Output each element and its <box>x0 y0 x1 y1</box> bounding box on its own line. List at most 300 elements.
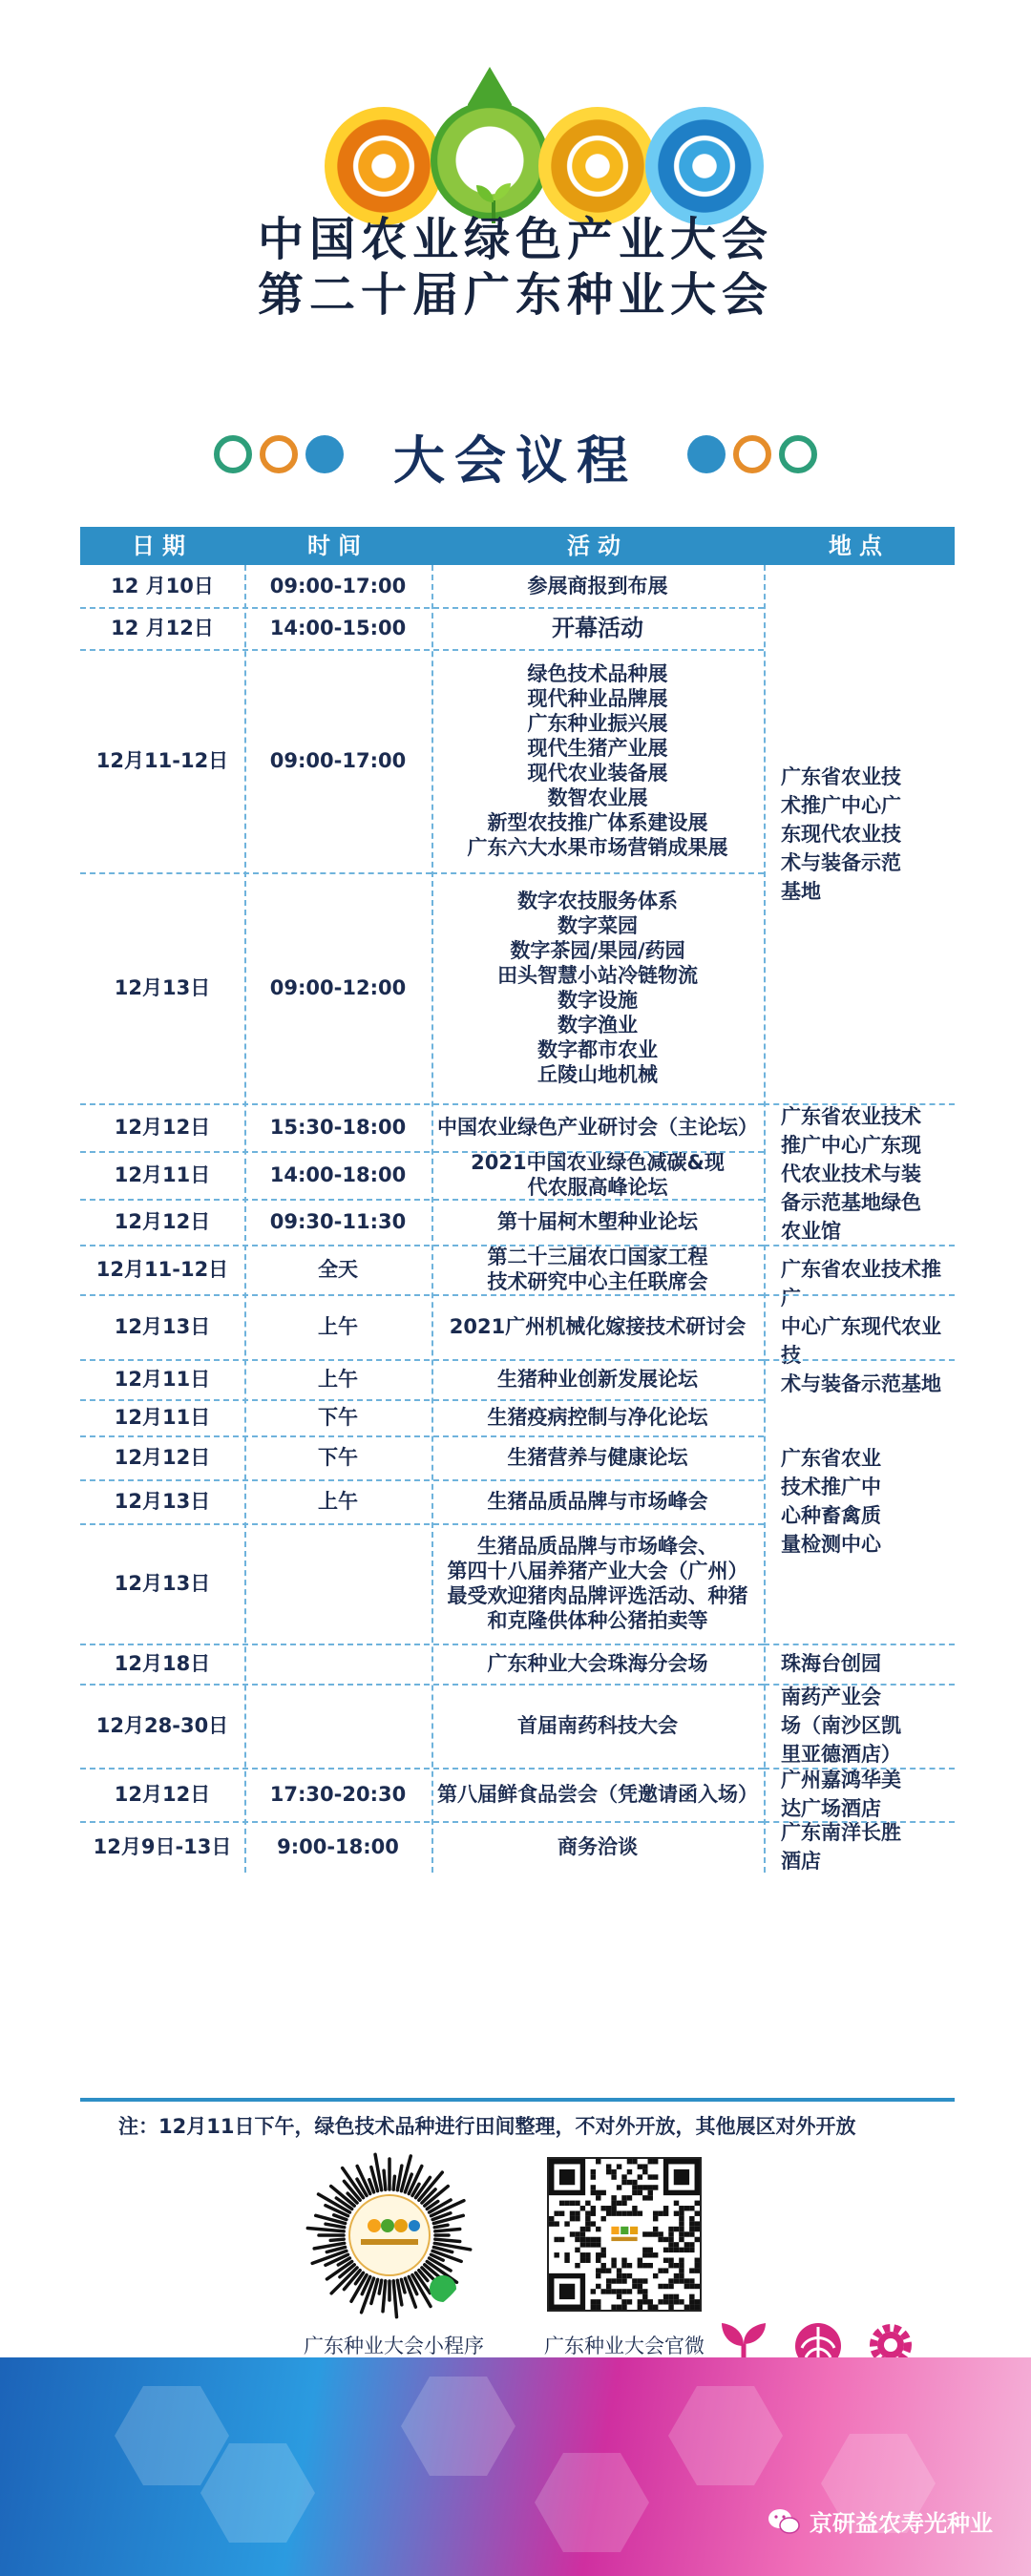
activity-cell: 生猪种业创新发展论坛 <box>497 1368 698 1391</box>
qr-module <box>679 2258 684 2263</box>
qr-module <box>591 2210 596 2215</box>
date-cell: 12月11-12日 <box>95 749 229 772</box>
qr-module <box>653 2185 658 2189</box>
qr-module <box>606 2284 611 2289</box>
qr-module <box>695 2210 700 2215</box>
qr-module <box>549 2216 554 2221</box>
qr-module <box>695 2299 700 2304</box>
qr-module <box>600 2268 605 2272</box>
qr-module <box>684 2248 689 2252</box>
qr-module <box>679 2227 684 2231</box>
qr-module <box>617 2164 621 2168</box>
qr-module <box>638 2289 642 2293</box>
qr-module <box>596 2252 600 2257</box>
hexagon-decoration <box>115 2386 229 2485</box>
qr-module <box>679 2216 684 2221</box>
qr-module <box>648 2231 653 2236</box>
qr-module <box>674 2263 679 2268</box>
time-cell: 09:00-17:00 <box>269 575 407 597</box>
qr-module <box>638 2190 642 2195</box>
qr-module <box>621 2263 626 2268</box>
qr-module <box>638 2174 642 2179</box>
qr-module <box>689 2284 694 2289</box>
qr-module <box>679 2273 684 2278</box>
dot-blue-icon <box>687 435 726 473</box>
qr-module <box>611 2227 619 2234</box>
qr-module <box>674 2242 679 2247</box>
row-divider <box>80 1103 764 1105</box>
wechat-icon <box>768 2507 800 2536</box>
qr-module <box>638 2299 642 2304</box>
qr-module <box>695 2263 700 2268</box>
qr-module <box>570 2216 575 2221</box>
qr-module <box>591 2169 596 2174</box>
location-cell: 广州嘉鸿华美 达广场酒店 <box>781 1769 901 1820</box>
row-divider <box>80 1399 764 1401</box>
date-cell: 12月11日 <box>114 1163 211 1186</box>
qr-module <box>638 2263 642 2268</box>
qr-module <box>642 2248 647 2252</box>
row-divider <box>764 1768 955 1770</box>
qr-module <box>658 2237 663 2242</box>
qr-module <box>606 2289 611 2293</box>
qr-module <box>596 2284 600 2289</box>
qr-module <box>621 2305 626 2310</box>
qr-module <box>689 2268 694 2272</box>
qr-module <box>621 2227 628 2234</box>
qr-module <box>679 2210 684 2215</box>
qr-module <box>611 2201 616 2206</box>
wechat-account-name: 京研益农寿光种业 <box>810 2510 993 2537</box>
qr-module <box>617 2268 621 2272</box>
qr-module <box>591 2206 596 2210</box>
qr-module <box>642 2164 647 2168</box>
qr-module <box>679 2206 684 2210</box>
date-cell: 12月9日-13日 <box>93 1835 232 1858</box>
qr-module <box>689 2206 694 2210</box>
qr-module <box>668 2263 673 2268</box>
time-cell: 14:00-15:00 <box>269 617 407 639</box>
mini-program-caption: 广东种业大会小程序 <box>304 2335 484 2357</box>
qr-module <box>627 2180 632 2185</box>
qr-module <box>606 2278 611 2283</box>
qr-module <box>632 2284 637 2289</box>
qr-module <box>632 2278 637 2283</box>
qr-module <box>621 2210 626 2215</box>
qr-module <box>611 2305 616 2310</box>
qr-module <box>596 2258 600 2263</box>
location-cell: 广东南洋长胜 酒店 <box>781 1821 901 1873</box>
time-cell: 15:30-18:00 <box>269 1116 407 1139</box>
time-cell: 14:00-18:00 <box>269 1163 407 1186</box>
column-divider <box>244 565 246 1873</box>
qr-module <box>642 2169 647 2174</box>
qr-module <box>580 2242 585 2247</box>
conference-logo <box>0 67 1031 210</box>
qr-module <box>674 2210 679 2215</box>
qr-module <box>684 2284 689 2289</box>
qr-module <box>668 2231 673 2236</box>
hexagon-decoration <box>668 2386 783 2485</box>
qr-module <box>549 2221 554 2226</box>
qr-module <box>621 2299 626 2304</box>
qr-module <box>632 2185 637 2189</box>
row-divider <box>764 1644 955 1645</box>
date-cell: 12月18日 <box>114 1652 211 1675</box>
qr-module <box>554 2221 558 2226</box>
time-cell: 下午 <box>318 1446 358 1469</box>
qr-module <box>630 2227 638 2234</box>
mini-program-code[interactable] <box>304 2149 475 2321</box>
header-activity: 活动 <box>567 533 628 559</box>
qr-module <box>559 2201 564 2206</box>
date-cell: 12月11日 <box>114 1406 211 1429</box>
qr-module <box>575 2201 579 2206</box>
qr-module <box>689 2216 694 2221</box>
qr-module <box>564 2252 569 2257</box>
qr-module <box>575 2237 579 2242</box>
qr-module <box>559 2169 575 2185</box>
qr-module <box>689 2221 694 2226</box>
date-cell: 12 月12日 <box>111 617 214 639</box>
location-cell: 珠海台创园 <box>781 1652 881 1675</box>
qr-module <box>653 2231 658 2236</box>
hexagon-decoration <box>535 2453 649 2552</box>
qr-module <box>580 2231 585 2236</box>
title-line-2: 第二十届广东种业大会 <box>257 268 773 322</box>
qr-module <box>689 2248 694 2252</box>
qr-module <box>663 2237 668 2242</box>
qr-module <box>695 2227 700 2231</box>
column-divider <box>431 565 433 1873</box>
qr-module <box>653 2227 658 2231</box>
qr-module <box>642 2289 647 2293</box>
row-divider <box>80 1359 764 1361</box>
qr-module <box>585 2242 590 2247</box>
time-cell: 全天 <box>318 1258 358 1281</box>
qr-module <box>564 2221 569 2226</box>
qr-module <box>668 2294 673 2299</box>
row-divider <box>80 649 764 651</box>
row-divider <box>764 1684 955 1686</box>
qr-module <box>648 2305 653 2310</box>
row-divider <box>80 1684 764 1686</box>
official-account-qr-code[interactable] <box>547 2157 702 2312</box>
row-divider <box>80 1523 764 1525</box>
qr-module <box>585 2227 590 2231</box>
qr-module <box>689 2227 694 2231</box>
qr-module <box>658 2268 663 2272</box>
qr-module <box>679 2263 684 2268</box>
header-time: 时间 <box>307 533 368 559</box>
activity-cell: 2021广州机械化嫁接技术研讨会 <box>449 1315 747 1338</box>
qr-module <box>658 2299 663 2304</box>
qr-module <box>679 2299 684 2304</box>
qr-module <box>648 2252 653 2257</box>
qr-module <box>663 2258 668 2263</box>
qr-module <box>600 2216 605 2221</box>
qr-module <box>627 2263 632 2268</box>
location-cell: 广东省农业技术 推广中心广东现 代农业技术与装 备示范基地绿色 农业馆 <box>781 1105 921 1243</box>
mini-code-ray <box>330 2239 344 2240</box>
qr-module <box>653 2159 658 2164</box>
qr-module <box>585 2237 590 2242</box>
date-cell: 12月13日 <box>114 1490 211 1513</box>
row-divider <box>80 1151 764 1153</box>
qr-module <box>689 2299 694 2304</box>
qr-module <box>695 2284 700 2289</box>
qr-module <box>679 2278 684 2283</box>
row-divider <box>80 1479 764 1481</box>
qr-module <box>674 2201 679 2206</box>
qr-module <box>689 2231 694 2236</box>
qr-module <box>554 2210 558 2215</box>
ring-orange-icon <box>733 435 771 473</box>
activity-cell: 参展商报到布展 <box>527 575 668 597</box>
qr-module <box>559 2284 575 2299</box>
qr-module <box>606 2169 611 2174</box>
qr-module <box>648 2263 653 2268</box>
qr-module <box>638 2164 642 2168</box>
qr-module <box>611 2195 616 2200</box>
qr-module <box>642 2195 647 2200</box>
qr-module <box>695 2237 700 2242</box>
qr-module <box>575 2248 579 2252</box>
qr-module <box>674 2294 679 2299</box>
row-divider <box>80 1768 764 1770</box>
qr-module <box>554 2252 558 2257</box>
qr-module <box>684 2242 689 2247</box>
qr-module <box>695 2305 700 2310</box>
row-divider <box>764 1103 955 1105</box>
time-cell: 下午 <box>318 1406 358 1429</box>
qr-module <box>632 2206 637 2210</box>
qr-module <box>648 2185 653 2189</box>
qr-module <box>621 2195 626 2200</box>
qr-module <box>585 2201 590 2206</box>
qr-module <box>617 2305 621 2310</box>
qr-module <box>674 2278 679 2283</box>
column-divider <box>764 565 766 1873</box>
qr-module <box>638 2210 642 2215</box>
date-cell: 12 月10日 <box>111 575 214 597</box>
footer-banner <box>0 2357 1031 2576</box>
agenda-heading <box>0 412 1031 498</box>
qr-module <box>653 2210 658 2215</box>
qr-module <box>627 2299 632 2304</box>
qr-module <box>684 2206 689 2210</box>
qr-module <box>617 2210 621 2215</box>
wechat-account-tag[interactable] <box>768 2504 993 2538</box>
qr-module <box>642 2294 647 2299</box>
qr-module <box>627 2289 632 2293</box>
activity-cell: 第十届柯木塱种业论坛 <box>497 1210 698 1233</box>
qr-module <box>570 2231 575 2236</box>
orange-circle-icon <box>325 107 443 225</box>
qr-module <box>596 2305 600 2310</box>
qr-module <box>638 2185 642 2189</box>
qr-module <box>580 2252 585 2257</box>
qr-module <box>668 2237 673 2242</box>
qr-module <box>591 2174 596 2179</box>
qr-module <box>668 2278 673 2283</box>
qr-module <box>611 2206 616 2210</box>
qr-module <box>600 2206 605 2210</box>
qr-module <box>600 2190 605 2195</box>
qr-module <box>596 2195 600 2200</box>
qr-module <box>596 2273 600 2278</box>
qr-module <box>689 2278 694 2283</box>
qr-module <box>658 2284 663 2289</box>
date-cell: 12月11日 <box>114 1368 211 1391</box>
qr-module <box>627 2210 632 2215</box>
qr-module <box>648 2195 653 2200</box>
qr-module <box>648 2248 653 2252</box>
qr-module <box>638 2258 642 2263</box>
row-divider <box>80 1245 764 1246</box>
time-cell: 09:30-11:30 <box>269 1210 407 1233</box>
date-cell: 12月13日 <box>114 976 211 999</box>
header-date: 日期 <box>132 533 193 559</box>
qr-module <box>611 2258 616 2263</box>
qr-module <box>674 2273 679 2278</box>
qr-module <box>570 2210 575 2215</box>
row-divider <box>80 1821 764 1823</box>
qr-module <box>606 2164 611 2168</box>
qr-module <box>600 2263 605 2268</box>
mini-code-ray <box>434 2225 448 2227</box>
qr-module <box>600 2289 605 2293</box>
qr-module <box>642 2231 647 2236</box>
time-cell <box>244 1684 431 1768</box>
location-cell: 广东省农业技 术推广中心广 东现代农业技 术与装备示范 基地 <box>781 765 901 903</box>
official-account-caption: 广东种业大会官微 <box>544 2335 705 2357</box>
qr-module <box>585 2216 590 2221</box>
qr-module <box>674 2227 679 2231</box>
activity-cell: 开幕活动 <box>552 615 643 641</box>
qr-module <box>580 2258 585 2263</box>
row-divider <box>80 872 431 874</box>
qr-module <box>575 2231 579 2236</box>
qr-module <box>658 2231 663 2236</box>
qr-module <box>575 2210 579 2215</box>
date-cell: 12月12日 <box>114 1116 211 1139</box>
qr-module <box>627 2169 632 2174</box>
qr-module <box>642 2252 647 2257</box>
qr-module <box>591 2305 596 2310</box>
qr-module <box>617 2201 621 2206</box>
activity-cell: 数字农技服务体系 数字菜园 数字茶园/果园/药园 田头智慧小站冷链物流 数字设施 数字渔业 数字都市农业 丘陵山地机械 <box>497 890 698 1086</box>
qr-module <box>663 2284 668 2289</box>
qr-module <box>668 2242 673 2247</box>
qr-module <box>668 2248 673 2252</box>
hexagon-decoration <box>401 2377 516 2476</box>
time-cell: 17:30-20:30 <box>269 1783 407 1806</box>
qr-module <box>591 2289 596 2293</box>
qr-module <box>627 2195 632 2200</box>
qr-module <box>621 2201 626 2206</box>
time-cell: 9:00-18:00 <box>277 1835 399 1858</box>
row-divider <box>80 1435 764 1437</box>
time-cell: 09:00-17:00 <box>269 749 407 772</box>
conference-title <box>0 212 1031 323</box>
date-cell: 12月12日 <box>114 1783 211 1806</box>
note-text: 注：12月11日下午，绿色技术品种进行田间整理，不对外开放，其他展区对外开放 <box>118 2115 856 2138</box>
qr-module <box>653 2273 658 2278</box>
qr-module <box>611 2263 616 2268</box>
qr-module <box>580 2237 585 2242</box>
qr-module <box>648 2190 653 2195</box>
activity-cell: 生猪营养与健康论坛 <box>507 1446 688 1469</box>
mini-code-ray <box>393 2176 394 2189</box>
qr-module <box>596 2190 600 2195</box>
qr-module <box>564 2258 569 2263</box>
qr-module <box>621 2180 626 2185</box>
activity-cell: 第八届鲜食品尝会（凭邀请函入场） <box>437 1783 758 1806</box>
row-divider <box>80 607 764 609</box>
date-cell: 12月13日 <box>114 1572 211 1595</box>
qr-module <box>559 2237 564 2242</box>
row-divider <box>764 1821 955 1823</box>
qr-module <box>653 2174 658 2179</box>
qr-module <box>617 2278 621 2283</box>
time-cell: 上午 <box>318 1368 358 1391</box>
date-cell: 12月12日 <box>114 1210 211 1233</box>
qr-module <box>591 2221 596 2226</box>
qr-module <box>674 2299 679 2304</box>
qr-module <box>684 2231 689 2236</box>
qr-module <box>600 2252 605 2257</box>
qr-module <box>668 2299 673 2304</box>
header-location: 地点 <box>829 533 890 559</box>
qr-module <box>580 2206 585 2210</box>
qr-module <box>585 2210 590 2215</box>
qr-module <box>580 2227 585 2231</box>
qr-module <box>638 2278 642 2283</box>
date-cell: 12月28-30日 <box>95 1714 229 1737</box>
location-cell: 南药产业会 场（南沙区凯 里亚德酒店） <box>781 1686 901 1766</box>
time-cell <box>244 1523 431 1644</box>
activity-cell: 第二十三届农口国家工程 技术研究中心主任联席会 <box>487 1246 708 1293</box>
qr-module <box>674 2169 689 2185</box>
qr-module <box>695 2221 700 2226</box>
blue-circle-icon <box>645 107 764 225</box>
activity-cell: 广东种业大会珠海分会场 <box>487 1652 708 1675</box>
qr-module <box>596 2237 600 2242</box>
qr-module <box>585 2221 590 2226</box>
qr-module <box>668 2284 673 2289</box>
location-cell: 广东省农业技术推广 中心广东现代农业技 术与装备示范基地 <box>781 1258 941 1395</box>
qr-module <box>591 2190 596 2195</box>
qr-module <box>591 2242 596 2247</box>
qr-module <box>627 2159 632 2164</box>
qr-module <box>611 2169 616 2174</box>
date-cell: 12月12日 <box>114 1446 211 1469</box>
agenda-table <box>80 527 955 1873</box>
title-line-1: 中国农业绿色产业大会 <box>257 213 773 266</box>
row-divider <box>80 1644 764 1645</box>
row-divider <box>764 1294 955 1296</box>
row-divider <box>764 1245 955 1246</box>
row-divider <box>764 1359 955 1361</box>
qr-module <box>570 2201 575 2206</box>
qr-module <box>554 2237 558 2242</box>
activity-cell: 首届南药科技大会 <box>517 1714 678 1737</box>
qr-module <box>642 2278 647 2283</box>
qr-module <box>695 2201 700 2206</box>
activity-cell: 中国农业绿色产业研讨会（主论坛） <box>437 1116 758 1139</box>
date-cell: 12月13日 <box>114 1315 211 1338</box>
